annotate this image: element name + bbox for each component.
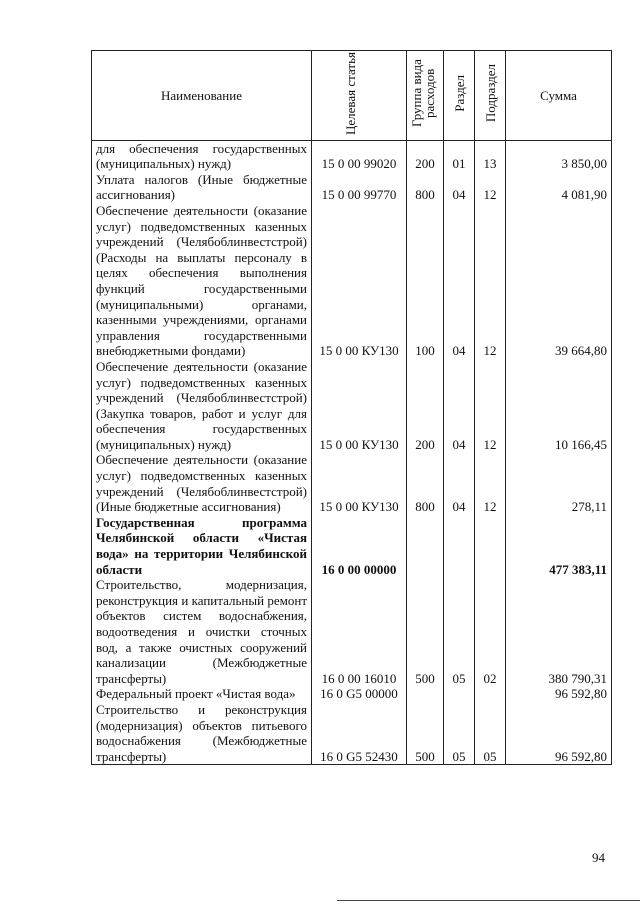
row-target-code: 15 0 00 КУ130 — [312, 359, 407, 453]
row-section: 05 — [444, 702, 475, 765]
row-name: Строительство и реконструкция (модернизация) объектов питьевого водоснабжения (Межбюджетные трансферты) — [92, 702, 312, 765]
header-row — [92, 51, 612, 141]
row-target-code: 16 0 G5 00000 — [312, 686, 407, 702]
row-subsection: 12 — [475, 203, 506, 359]
row-group: 800 — [407, 172, 444, 203]
row-group — [407, 686, 444, 702]
row-sum: 477 383,11 — [506, 515, 612, 577]
row-target-code: 15 0 00 КУ130 — [312, 203, 407, 359]
row-target-code: 15 0 00 99770 — [312, 172, 407, 203]
row-sum: 96 592,80 — [506, 686, 612, 702]
row-subsection — [475, 686, 506, 702]
row-sum: 39 664,80 — [506, 203, 612, 359]
row-name: Строительство, модернизация, реконструкция и капитальный ремонт объектов систем водоснабжения, водоотведения и очистки сточных вод, а также очистных сооружений канализации (Межбюджетные трансферты) — [92, 577, 312, 686]
table-row — [92, 452, 612, 514]
row-group: 200 — [407, 140, 444, 172]
table-row — [92, 172, 612, 203]
table-row — [92, 140, 612, 172]
row-name: для обеспечения государственных (муниципальных) нужд) — [92, 140, 312, 172]
table-row — [92, 686, 612, 702]
row-name: Государственная программа Челябинской области «Чистая вода» на территории Челябинской области — [92, 515, 312, 577]
row-section: 04 — [444, 452, 475, 514]
header-subsection: Подраздел — [475, 51, 506, 141]
page-number: 94 — [592, 850, 605, 865]
row-subsection: 12 — [475, 172, 506, 203]
row-section: 05 — [444, 577, 475, 686]
header-target: Целевая статья — [312, 51, 407, 141]
header-group: Группа вида расходов — [407, 51, 444, 141]
row-section: 04 — [444, 203, 475, 359]
row-section — [444, 686, 475, 702]
row-sum: 380 790,31 — [506, 577, 612, 686]
row-section: 01 — [444, 140, 475, 172]
row-group: 500 — [407, 702, 444, 765]
row-group: 500 — [407, 577, 444, 686]
row-sum: 278,11 — [506, 452, 612, 514]
row-section: 04 — [444, 359, 475, 453]
row-target-code: 15 0 00 99020 — [312, 140, 407, 172]
footer-rule — [337, 900, 640, 901]
row-target-code: 16 0 00 16010 — [312, 577, 407, 686]
row-name: Обеспечение деятельности (оказание услуг) подведомственных казенных учреждений (Челябоблинвестстрой) (Расходы на выплаты персоналу в целях обеспечения выполнения функций государственными (муниципальными) органами, казенными учреждениями, органами управления государственными внебюджетными фондами) — [92, 203, 312, 359]
row-subsection: 13 — [475, 140, 506, 172]
table-row-program — [92, 515, 612, 577]
row-group — [407, 515, 444, 577]
row-name: Обеспечение деятельности (оказание услуг) подведомственных казенных учреждений (Челябоблинвестстрой) (Иные бюджетные ассигнования) — [92, 452, 312, 514]
row-subsection: 02 — [475, 577, 506, 686]
row-subsection — [475, 515, 506, 577]
header-section: Раздел — [444, 51, 475, 141]
row-name: Уплата налогов (Иные бюджетные ассигнования) — [92, 172, 312, 203]
row-section — [444, 515, 475, 577]
row-name: Федеральный проект «Чистая вода» — [92, 686, 312, 702]
row-section: 04 — [444, 172, 475, 203]
row-sum: 3 850,00 — [506, 140, 612, 172]
row-subsection: 05 — [475, 702, 506, 765]
row-target-code: 16 0 00 00000 — [312, 515, 407, 577]
table-row — [92, 702, 612, 765]
table-row — [92, 359, 612, 453]
header-name: Наименование — [92, 51, 312, 141]
row-sum: 4 081,90 — [506, 172, 612, 203]
header-sum: Сумма — [506, 51, 612, 141]
row-group: 200 — [407, 359, 444, 453]
table-row — [92, 577, 612, 686]
row-subsection: 12 — [475, 452, 506, 514]
table-row — [92, 203, 612, 359]
row-group: 100 — [407, 203, 444, 359]
row-target-code: 15 0 00 КУ130 — [312, 452, 407, 514]
row-name: Обеспечение деятельности (оказание услуг) подведомственных казенных учреждений (Челябоблинвестстрой) (Закупка товаров, работ и услуг для обеспечения государственных (муниципальных) нужд) — [92, 359, 312, 453]
row-subsection: 12 — [475, 359, 506, 453]
budget-table — [91, 50, 612, 765]
row-target-code: 16 0 G5 52430 — [312, 702, 407, 765]
row-sum: 10 166,45 — [506, 359, 612, 453]
row-group: 800 — [407, 452, 444, 514]
row-sum: 96 592,80 — [506, 702, 612, 765]
